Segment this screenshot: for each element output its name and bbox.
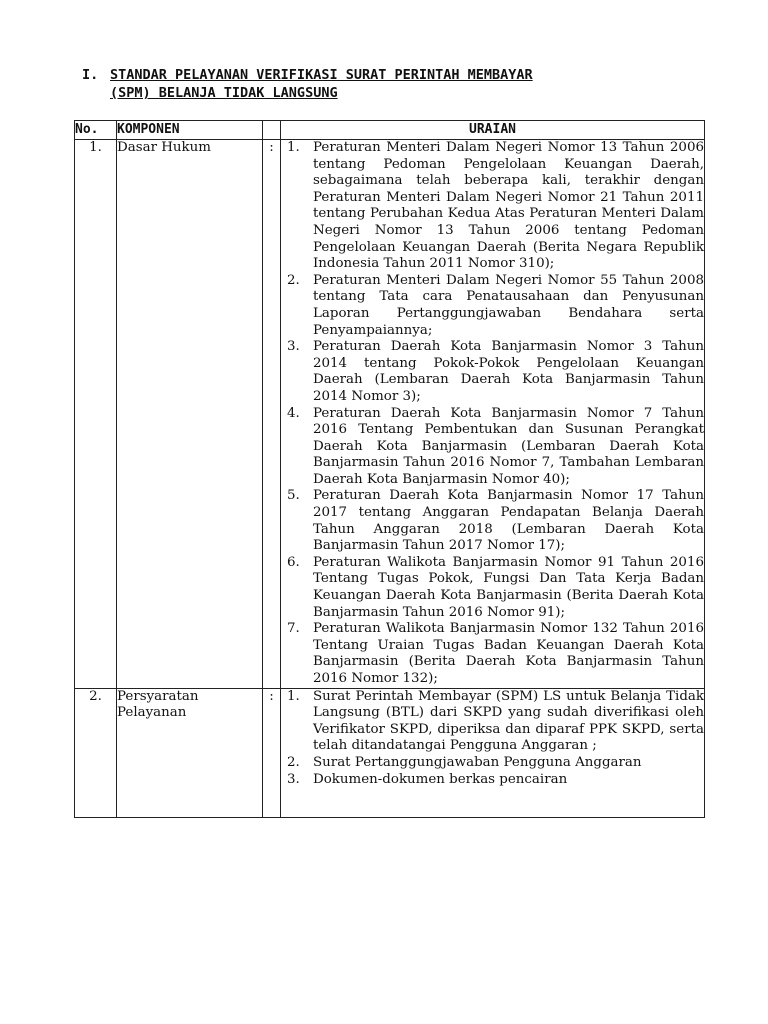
list-item [281, 273, 704, 339]
row-uraian [281, 140, 705, 689]
list-item-number: 4. [287, 405, 300, 421]
list-item-number: 6. [287, 554, 300, 570]
list-item-text: Peraturan Daerah Kota Banjarmasin Nomor 17 Tahun 2017 tentang Anggaran Pendapatan Belanja Daerah Tahun Anggaran 2018 (Lembaran Daerah Kota Banjarmasin Tahun 2017 Nomor 17); [313, 488, 704, 554]
table-row [75, 140, 705, 689]
row-colon: : [263, 140, 281, 689]
section-title-line-2: (SPM) BELANJA TIDAK LANGSUNG [110, 85, 338, 101]
row-komponen: Persyaratan Pelayanan [117, 688, 263, 817]
list-item [281, 488, 704, 554]
row-komponen: Dasar Hukum [117, 140, 263, 689]
list-item-text: Surat Pertanggungjawaban Pengguna Anggaran [313, 754, 642, 770]
list-item-number: 7. [287, 621, 300, 637]
row-number: 2. [75, 688, 117, 817]
list-item-text: Peraturan Menteri Dalam Negeri Nomor 55 Tahun 2008 tentang Tata cara Penatausahaan dan Penyusunan Laporan Pertanggungjawaban Bendahara serta Penyampaiannya; [313, 272, 704, 338]
list-item-text: Peraturan Daerah Kota Banjarmasin Nomor 3 Tahun 2014 tentang Pokok-Pokok Pengelolaan Keuangan Daerah (Lembaran Daerah Kota Banjarmasin Tahun 2014 Nomor 3); [313, 339, 704, 404]
list-item-number: 5. [287, 488, 300, 504]
list-item [281, 689, 704, 755]
legal-basis-list [281, 140, 704, 688]
row-uraian [281, 688, 705, 817]
list-item [281, 621, 704, 687]
list-item-number: 2. [287, 272, 300, 288]
header-komponen: KOMPONEN [117, 121, 263, 140]
list-item [281, 339, 704, 405]
row-number: 1. [75, 140, 117, 689]
list-item-text: Peraturan Menteri Dalam Negeri Nomor 13 Tahun 2006 tentang Pedoman Pengelolaan Keuangan Daerah, sebagaimana telah beberapa kali, terakhir dengan Peraturan Menteri Dalam Negeri Nomor 21 Tahun 2011 tentang Perubahan Kedua Atas Peraturan Menteri Dalam Negeri Nomor 13 Tahun 2006 tentang Pedoman Pengelolaan Keuangan Daerah (Berita Negara Republik Indonesia Tahun 2011 Nomor 310); [313, 140, 704, 272]
list-item-text: Dokumen-dokumen berkas pencairan [313, 771, 568, 787]
header-uraian: URAIAN [281, 121, 705, 140]
list-item [281, 755, 704, 772]
header-separator [263, 121, 281, 140]
header-no: No. [75, 121, 117, 140]
row-colon: : [263, 688, 281, 817]
list-item-number: 3. [287, 771, 300, 787]
list-item-text: Surat Perintah Membayar (SPM) LS untuk Belanja Tidak Langsung (BTL) dari SKPD yang sudah diverifikasi oleh Verifikator SKPD, diperiksa dan diparaf PPK SKPD, serta telah ditandatangai Pengguna Anggaran ; [313, 688, 704, 754]
service-standard-table [74, 120, 705, 818]
list-item-number: 3. [287, 339, 300, 355]
list-item-number: 1. [287, 688, 300, 704]
list-item-text: Peraturan Daerah Kota Banjarmasin Nomor 7 Tahun 2016 Tentang Pembentukan dan Susunan Perangkat Daerah Kota Banjarmasin (Lembaran Daerah Kota Banjarmasin Tahun 2016 Nomor 7, Tambahan Lembaran Daerah Kota Banjarmasin Nomor 40); [313, 405, 704, 487]
list-item [281, 140, 704, 273]
list-item [281, 772, 704, 789]
list-item-number: 2. [287, 754, 300, 770]
requirements-list [281, 689, 704, 789]
list-item-number: 1. [287, 140, 300, 155]
section-number: I. [82, 67, 99, 83]
list-item-text: Peraturan Walikota Banjarmasin Nomor 91 Tahun 2016 Tentang Tugas Pokok, Fungsi Dan Tata Kerja Badan Keuangan Daerah Kota Banjarmasin (Berita Daerah Kota Banjarmasin Tahun 2016 Nomor 91); [313, 554, 704, 620]
table-header-row [75, 121, 705, 140]
list-item [281, 406, 704, 489]
section-title [110, 66, 710, 102]
table-row [75, 688, 705, 817]
list-item [281, 555, 704, 621]
list-item-text: Peraturan Walikota Banjarmasin Nomor 132 Tahun 2016 Tentang Uraian Tugas Badan Keuangan Daerah Kota Banjarmasin (Berita Daerah Kota Banjarmasin Tahun 2016 Nomor 132); [313, 621, 704, 686]
section-title-line-1: STANDAR PELAYANAN VERIFIKASI SURAT PERINTAH MEMBAYAR [110, 67, 533, 83]
